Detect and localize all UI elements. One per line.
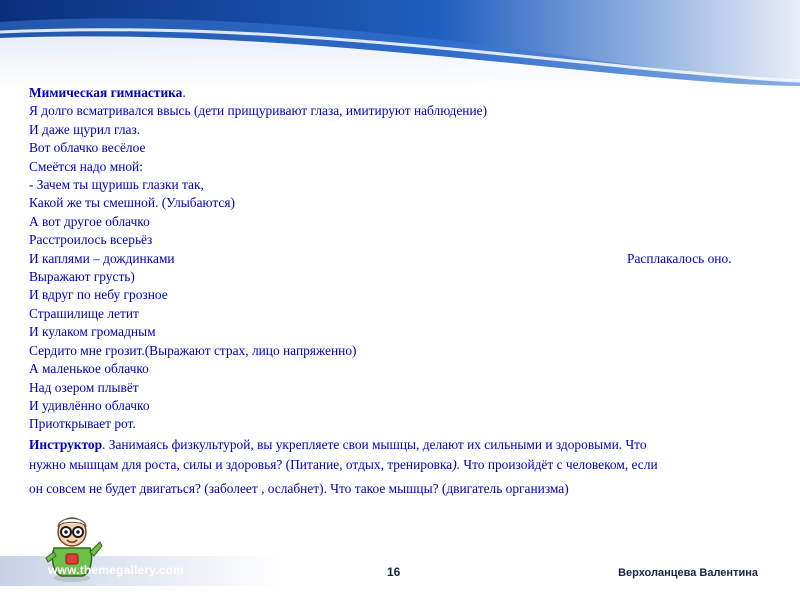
poem-line: А вот другое облачко <box>29 213 150 229</box>
poem-line: И даже щурил глаз. <box>29 121 141 137</box>
poem-line: И кулаком громадным <box>29 324 156 340</box>
poem-line: Вот облачко весёлое <box>29 140 146 156</box>
poem-line: Расстроилось всерьёз <box>29 232 153 248</box>
poem-line: Сердито мне грозит.(Выражают страх, лицо напряженно) <box>29 342 357 358</box>
poem-line: Выражают грусть) <box>29 269 135 285</box>
poem-line: Я долго всматривался ввысь (дети прищуривают глаза, имитируют наблюдение) <box>29 103 488 119</box>
poem-line: Страшилище летит <box>29 305 139 321</box>
slide-title: Мимическая гимнастика <box>29 85 183 100</box>
poem-line: Приоткрывает рот. <box>29 416 136 432</box>
poem-line: А маленькое облачко <box>29 361 149 377</box>
instructor-text-2: нужно мышцам для роста, силы и здоровья? (Питание, отдых, тренировка <box>29 456 453 472</box>
instructor-text-2-italic: ). <box>452 456 461 472</box>
instructor-text-1: . Занимаясь физкультурой, вы укрепляете свои мышцы, делают их сильными и здоровыми. Что <box>102 436 647 452</box>
instructor-text-3: он совсем не будет двигаться? (заболеет , ослабнет). Что такое мышцы? (двигатель организма) <box>29 480 569 496</box>
poem-line: И удивлённо облачко <box>29 397 150 413</box>
poem-line-left: И каплями – дождинками <box>29 250 175 266</box>
instructor-paragraph <box>29 435 774 499</box>
poem-line-split <box>29 250 774 268</box>
poem-line-right: Расплакалось оно. <box>627 250 732 266</box>
poem-line: И вдруг по небу грозное <box>29 287 168 303</box>
instructor-text-2-tail: Что произойдёт с человеком, если <box>460 456 658 472</box>
footer-page-number: 16 <box>387 565 401 579</box>
poem-line: Смеётся надо мной: <box>29 158 143 174</box>
header-banner <box>0 0 800 90</box>
poem-line: Над озером плывёт <box>29 379 139 395</box>
title-line <box>29 84 774 102</box>
instructor-label: Инструктор <box>29 436 103 452</box>
slide-body <box>29 84 774 499</box>
poem-line: Какой же ты смешной. (Улыбаются) <box>29 195 235 211</box>
poem-line: - Зачем ты щуришь глазки так, <box>29 177 204 193</box>
title-dot: . <box>182 85 186 100</box>
footer-author: Верхоланцева Валентина <box>618 567 758 579</box>
footer-website: www.themegallery.com <box>48 563 185 577</box>
